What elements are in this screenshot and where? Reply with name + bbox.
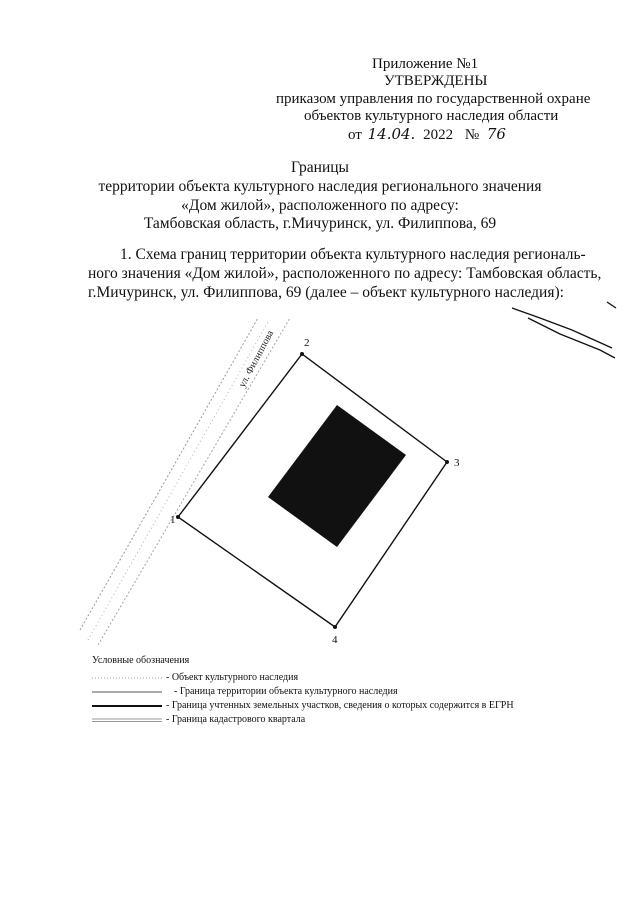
approved-label: УТВЕРЖДЕНЫ xyxy=(384,73,488,89)
point-label-3: 3 xyxy=(454,457,460,469)
legend-item-quarter: - Граница кадастрового квартала xyxy=(166,714,306,725)
street-line-right xyxy=(98,318,290,645)
street-line-left xyxy=(80,318,258,630)
number-sign: № xyxy=(464,127,480,143)
boundary-point-2 xyxy=(300,352,304,356)
title-line-4: Тамбовская область, г.Мичуринск, ул. Филиппова, 69 xyxy=(143,215,497,232)
land-plot-boundary-lower xyxy=(528,318,615,358)
point-label-2: 2 xyxy=(304,337,310,349)
appendix-label: Приложение №1 xyxy=(372,56,479,72)
title-line-3: «Дом жилой», расположенного по адресу: xyxy=(181,197,459,214)
order-year: 2022 xyxy=(423,127,454,143)
title-line-2: территории объекта культурного наследия регионального значения xyxy=(98,178,542,195)
order-line-1: приказом управления по государственной охране xyxy=(276,91,591,107)
boundary-point-1 xyxy=(176,515,180,519)
legend-item-territory: - Граница территории объекта культурного наследия xyxy=(174,686,398,697)
point-label-4: 4 xyxy=(332,634,338,646)
point-label-1: 1 xyxy=(170,514,176,526)
land-plot-tick xyxy=(607,302,616,308)
boundary-point-4 xyxy=(333,625,337,629)
handwritten-number: 76 xyxy=(486,125,506,143)
land-plot-boundary-upper xyxy=(512,308,612,348)
street-name-label: ул. Филиппова xyxy=(236,328,277,390)
handwritten-date: 14.04. xyxy=(367,125,416,143)
paragraph-line-2: ного значения «Дом жилой», расположенного по адресу: Тамбовская область, xyxy=(88,265,602,282)
heritage-object xyxy=(268,405,406,547)
legend-item-object: - Объект культурного наследия xyxy=(166,672,299,683)
title-line-1: Границы xyxy=(291,159,349,176)
legend-item-land-plot: - Граница учтенных земельных участков, сведения о которых содержится в ЕГРН xyxy=(166,700,514,711)
legend-title: Условные обозначения xyxy=(92,655,190,666)
paragraph-line-3: г.Мичуринск, ул. Филиппова, 69 (далее – объект культурного наследия): xyxy=(88,284,564,301)
boundary-point-3 xyxy=(445,460,449,464)
date-prefix: от xyxy=(348,127,362,143)
street-line-mid xyxy=(88,322,268,640)
paragraph-line-1: 1. Схема границ территории объекта культурного наследия региональ- xyxy=(120,246,586,263)
order-line-2: объектов культурного наследия области xyxy=(304,108,559,124)
